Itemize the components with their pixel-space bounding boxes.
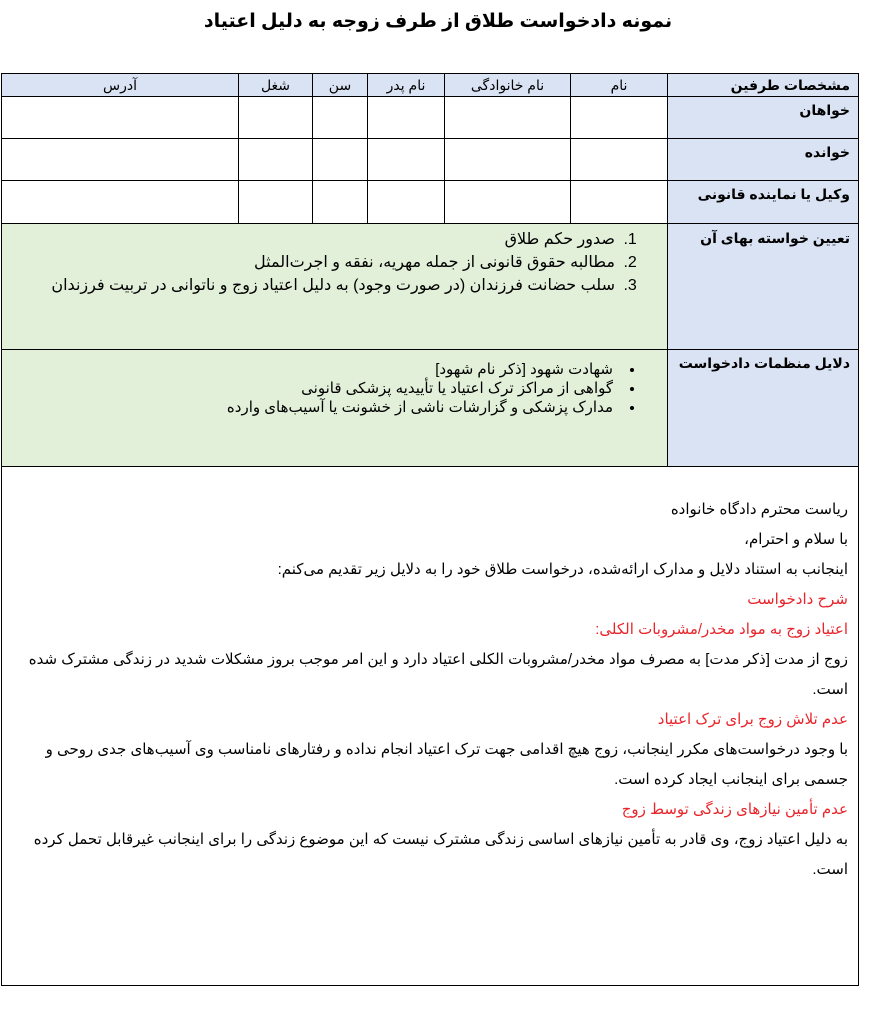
defendant-name-cell[interactable] [571,139,668,181]
letter-body [2,467,859,986]
demands-cell [2,224,668,350]
demand-item: 3. سلب حضانت فرزندان (در صورت وجود) به دلیل اعتیاد زوج و ناتوانی در تربیت فرزندان [8,274,619,297]
plaintiff-name-cell[interactable] [571,97,668,139]
subheading-no-effort: عدم تلاش زوج برای ترک اعتیاد [657,711,848,728]
table-header-row [2,74,859,97]
evidence-list [8,360,655,417]
evidence-item: • گواهی از مراکز ترک اعتیاد یا تأییدیه پزشکی قانونی [8,379,619,398]
row-evidence [2,350,859,467]
plaintiff-address-cell[interactable] [2,97,239,139]
section-title: شرح دادخواست [747,591,848,608]
defendant-job-cell[interactable] [239,139,313,181]
attorney-job-cell[interactable] [239,181,313,224]
attorney-address-cell[interactable] [2,181,239,224]
defendant-address-cell[interactable] [2,139,239,181]
header-parties: مشخصات طرفین [668,74,859,97]
plaintiff-age-cell[interactable] [313,97,368,139]
paragraph-no-effort: با وجود درخواست‌های مکرر اینجانب، زوج هیچ اقدامی جهت ترک اعتیاد انجام نداده و رفتارهای نامناسب وی آسیب‌های جدی روحی و جسمی برای اینجانب ایجاد کرده است. [45,741,848,788]
label-evidence: دلایل منظمات دادخواست [668,350,859,467]
row-letter [2,467,859,986]
header-name: نام [571,74,668,97]
header-job: شغل [239,74,313,97]
row-defendant [2,139,859,181]
petition-table [1,73,859,986]
header-age: سن [313,74,368,97]
page-title: نمونه دادخواست طلاق از طرف زوجه به دلیل اعتیاد [203,11,673,32]
letter-greeting: با سلام و احترام، [744,531,848,548]
evidence-cell [2,350,668,467]
letter-salutation: ریاست محترم دادگاه خانواده [670,501,848,518]
header-address: آدرس [2,74,239,97]
defendant-father-cell[interactable] [368,139,445,181]
paragraph-no-support: به دلیل اعتیاد زوج، وی قادر به تأمین نیازهای اساسی زندگی مشترک نیست که این موضوع زندگی را برای اینجانب غیرقابل تحمل کرده است. [33,831,848,878]
attorney-father-cell[interactable] [368,181,445,224]
plaintiff-job-cell[interactable] [239,97,313,139]
subheading-no-support: عدم تأمین نیازهای زندگی توسط زوج [621,801,848,818]
attorney-age-cell[interactable] [313,181,368,224]
letter-intro: اینجانب به استناد دلایل و مدارک ارائه‌شده، درخواست طلاق خود را به دلایل زیر تقدیم می‌کنم: [277,561,848,578]
plaintiff-family-cell[interactable] [445,97,571,139]
demand-item: 2. مطالبه حقوق قانونی از جمله مهریه، نفقه و اجرت‌المثل [8,251,619,274]
demand-item: 1. صدور حکم طلاق [8,228,619,251]
row-attorney [2,181,859,224]
evidence-item: • مدارک پزشکی و گزارشات ناشی از خشونت یا آسیب‌های وارده [8,398,619,417]
demands-list [8,228,655,297]
row-plaintiff [2,97,859,139]
defendant-family-cell[interactable] [445,139,571,181]
label-plaintiff: خواهان [668,97,859,139]
label-demands: تعیین خواسته بهای آن [668,224,859,350]
plaintiff-father-cell[interactable] [368,97,445,139]
label-attorney: وکیل یا نماینده قانونی [668,181,859,224]
row-demands [2,224,859,350]
label-defendant: خوانده [668,139,859,181]
attorney-family-cell[interactable] [445,181,571,224]
header-father: نام پدر [368,74,445,97]
subheading-addiction: اعتیاد زوج به مواد مخدر/مشروبات الکلی: [595,621,848,638]
paragraph-addiction: زوج از مدت [ذکر مدت] به مصرف مواد مخدر/مشروبات الکلی اعتیاد دارد و این امر موجب بروز مشکلات شدید در زندگی مشترک شده است. [28,651,848,698]
defendant-age-cell[interactable] [313,139,368,181]
attorney-name-cell[interactable] [571,181,668,224]
evidence-item: • شهادت شهود [ذکر نام شهود] [8,360,619,379]
header-family: نام خانوادگی [445,74,571,97]
